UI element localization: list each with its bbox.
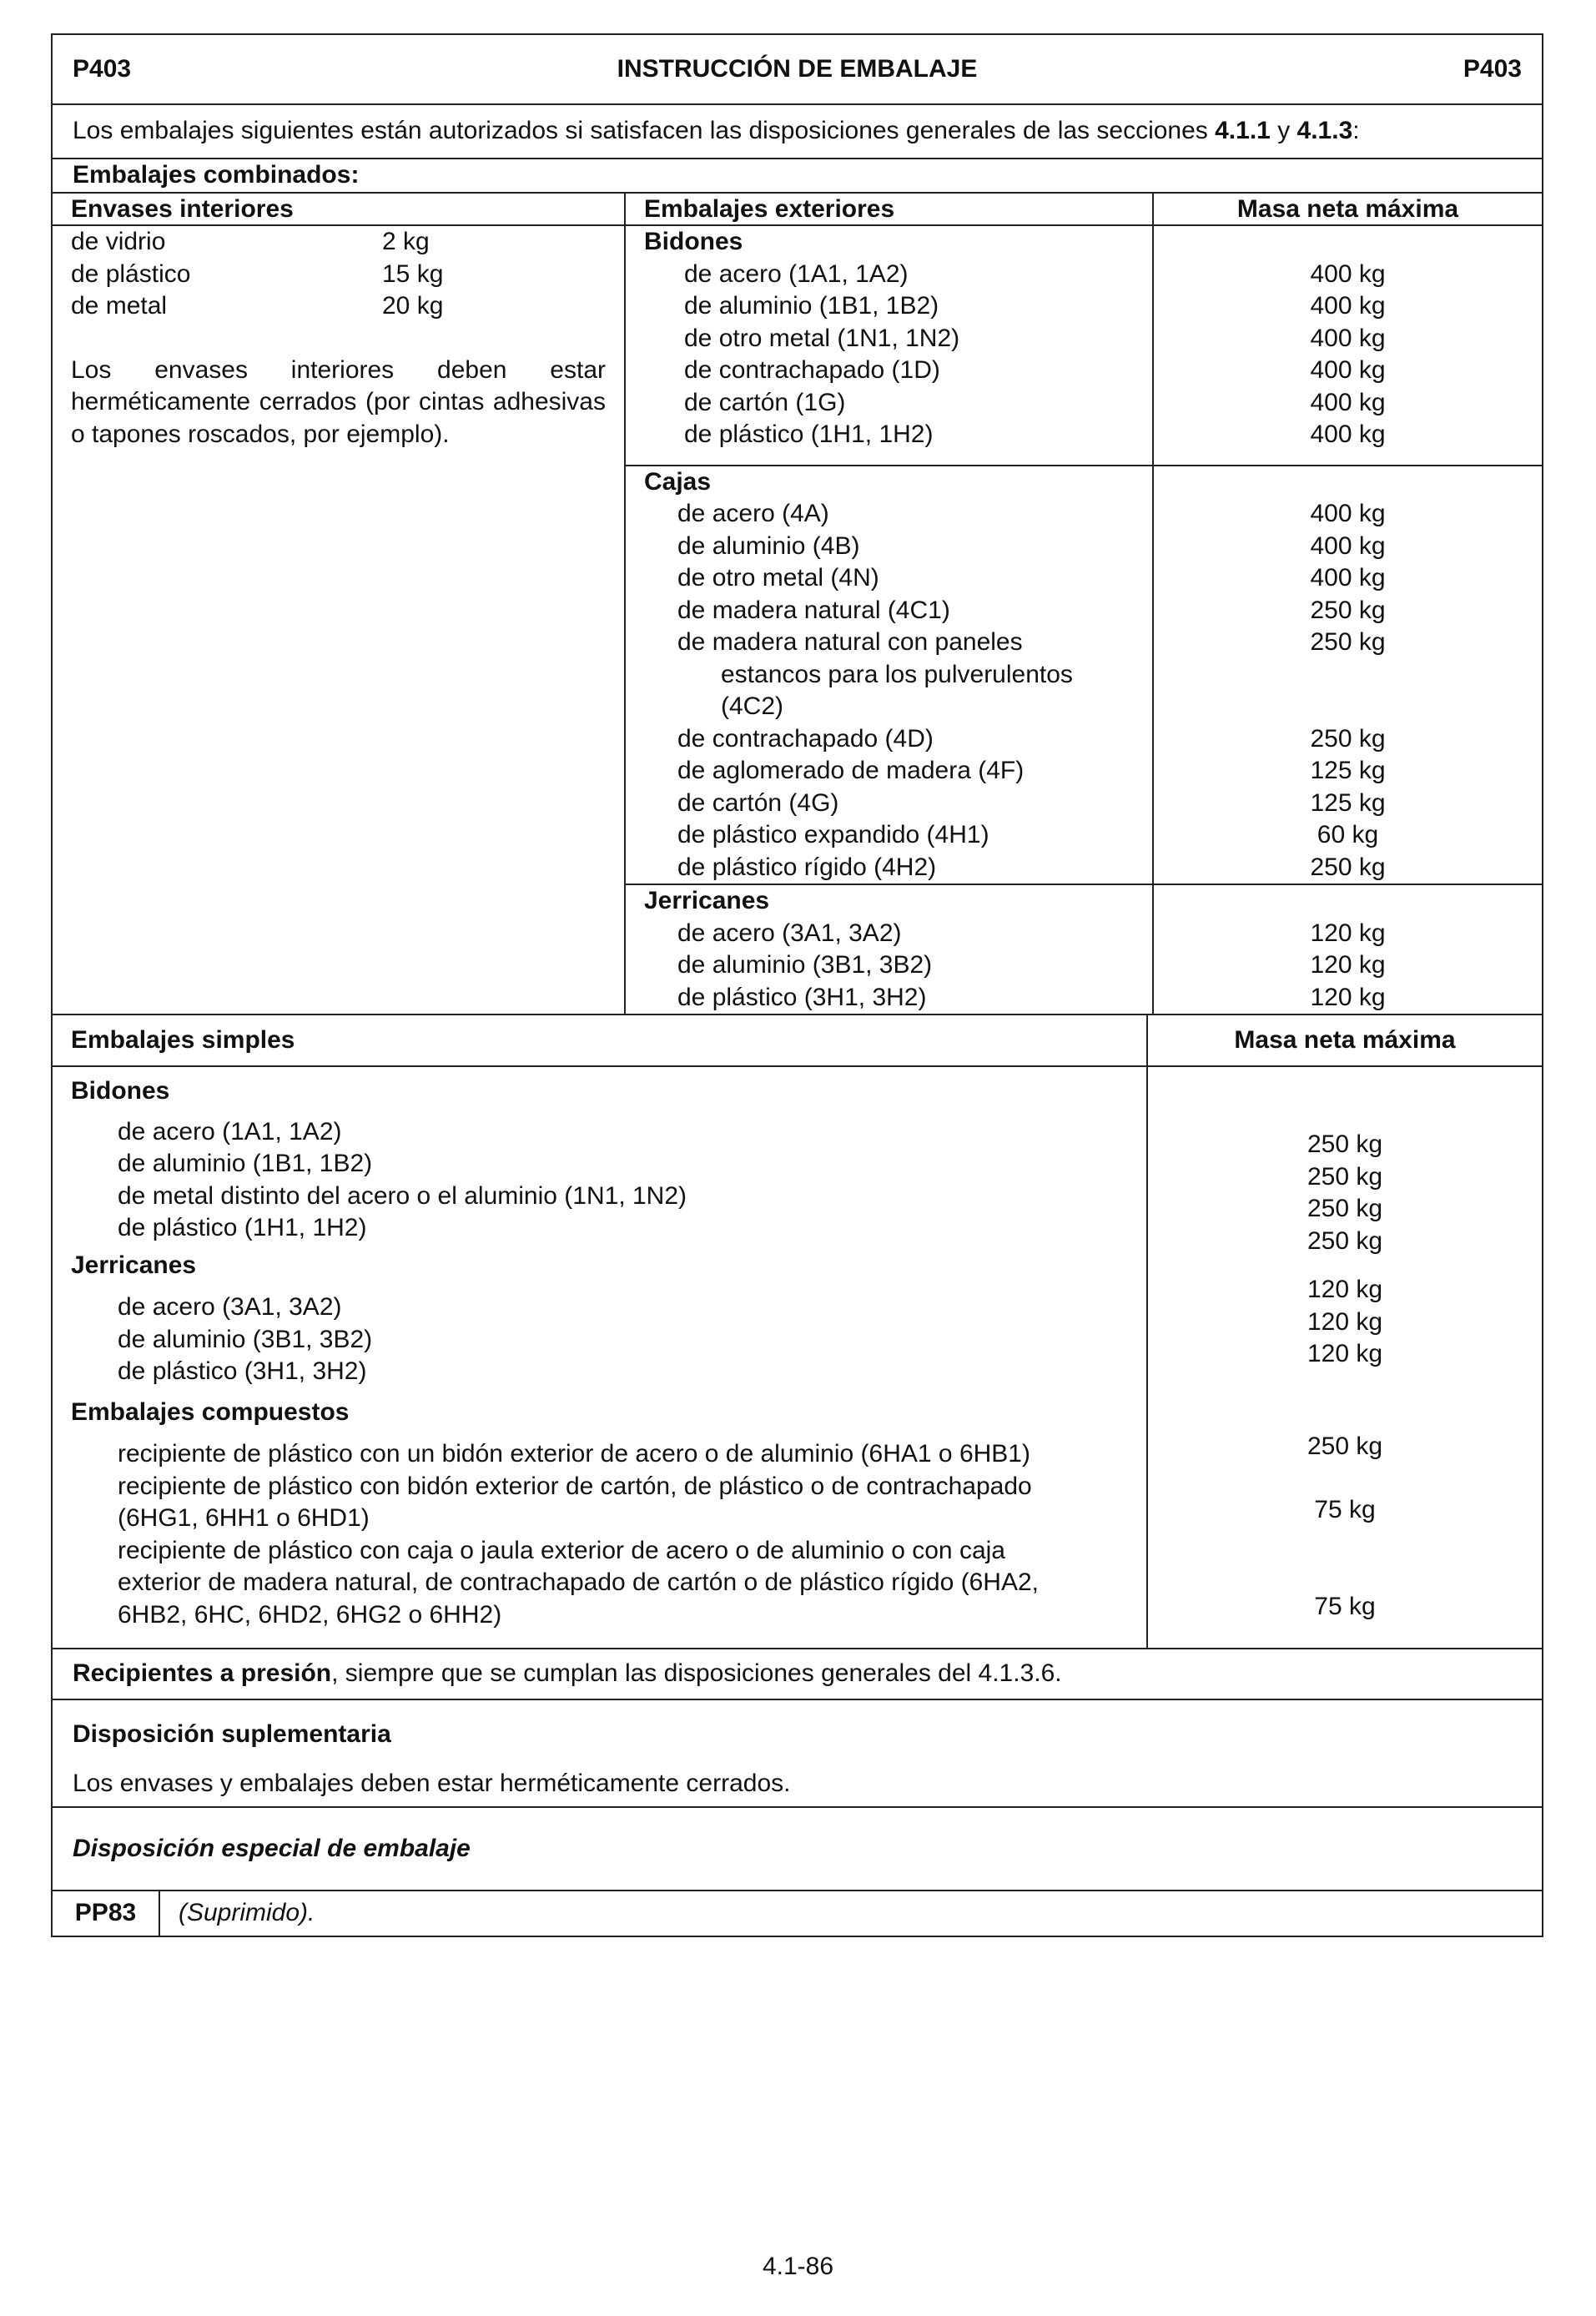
outer-mass: 400 kg bbox=[1310, 500, 1386, 527]
outer-label: de otro metal (1N1, 1N2) bbox=[684, 324, 960, 352]
outer-mass: 120 kg bbox=[1310, 951, 1386, 979]
outer-label: de acero (4A) bbox=[677, 500, 829, 527]
outer-mass: 400 kg bbox=[1310, 531, 1386, 560]
outer-mass: 400 kg bbox=[1310, 564, 1386, 592]
group-title: Cajas bbox=[644, 467, 712, 496]
instruction-code-right: P403 bbox=[1463, 54, 1522, 83]
simple-mass: 250 kg bbox=[1307, 1130, 1383, 1158]
section-ref: 4.1.1 bbox=[1215, 117, 1271, 145]
simple-label: de acero (1A1, 1A2) bbox=[118, 1117, 342, 1145]
simple-label: (6HG1, 6HH1 o 6HD1) bbox=[118, 1504, 370, 1532]
outer-mass: 250 kg bbox=[1310, 596, 1386, 624]
outer-group-boxes bbox=[626, 465, 1542, 884]
combined-column-headers bbox=[53, 194, 1542, 226]
simple-labels bbox=[53, 1067, 1148, 1648]
simple-mass: 250 kg bbox=[1307, 1195, 1383, 1222]
outer-label: de madera natural (4C1) bbox=[677, 596, 950, 624]
instruction-code-left: P403 bbox=[73, 54, 132, 83]
inner-note: Los envases interiores deben estar herméticamente cerrados (por cintas adhesivas o tapones roscados, por ejemplo). bbox=[71, 355, 606, 448]
outer-mass: 125 kg bbox=[1310, 757, 1386, 784]
outer-mass: 120 kg bbox=[1310, 983, 1386, 1011]
inner-packagings bbox=[53, 226, 626, 1014]
special-provision-title: Disposición especial de embalaje bbox=[53, 1808, 1542, 1891]
simple-label: de metal distinto del acero o el aluminio (1N1, 1N2) bbox=[118, 1181, 687, 1210]
simple-mass: 250 kg bbox=[1307, 1162, 1383, 1191]
simple-mass: 75 kg bbox=[1314, 1496, 1376, 1523]
special-provision-code: PP83 bbox=[53, 1891, 160, 1936]
group-title: Bidones bbox=[71, 1077, 170, 1105]
simple-label: de aluminio (1B1, 1B2) bbox=[118, 1150, 373, 1177]
intro-text-part: Los embalajes siguientes están autorizados si satisfacen las disposiciones generales de las secciones bbox=[73, 117, 1216, 145]
outer-mass: 250 kg bbox=[1310, 724, 1386, 753]
outer-label: de aluminio (4B) bbox=[677, 531, 860, 560]
packing-instruction-table bbox=[51, 33, 1543, 1937]
outer-mass: 400 kg bbox=[1310, 259, 1386, 288]
outer-mass: 125 kg bbox=[1310, 788, 1386, 817]
simple-mass: 75 kg bbox=[1314, 1592, 1376, 1620]
simple-mass: 120 kg bbox=[1307, 1340, 1383, 1367]
simple-mass-header: Masa neta máxima bbox=[1234, 1025, 1456, 1054]
outer-label: de plástico rígido (4H2) bbox=[677, 853, 937, 881]
outer-group-masses bbox=[1154, 226, 1542, 451]
outer-label: de aglomerado de madera (4F) bbox=[677, 757, 1025, 784]
section-ref: 4.1.3 bbox=[1296, 117, 1353, 145]
supplementary-text: Los envases y embalajes deben estar herméticamente cerrados. bbox=[73, 1769, 791, 1797]
supplementary-title: Disposición suplementaria bbox=[73, 1720, 391, 1748]
col-outer-header: Embalajes exteriores bbox=[626, 194, 1154, 226]
outer-label: de plástico (3H1, 3H2) bbox=[677, 983, 927, 1011]
outer-group-labels bbox=[626, 226, 1154, 465]
simple-label: recipiente de plástico con un bidón exterior de acero o de aluminio (6HA1 o 6HB1) bbox=[118, 1440, 1030, 1468]
inner-label: de metal bbox=[71, 292, 168, 320]
simple-label: de aluminio (3B1, 3B2) bbox=[118, 1325, 373, 1353]
combined-title: Embalajes combinados: bbox=[53, 159, 1542, 194]
simple-label: de plástico (3H1, 3H2) bbox=[118, 1357, 367, 1385]
pressure-text: , siempre que se cumplan las disposiciones generales del 4.1.3.6. bbox=[331, 1659, 1062, 1688]
simple-mass: 250 kg bbox=[1307, 1226, 1383, 1255]
outer-mass: 120 kg bbox=[1310, 919, 1386, 947]
outer-label: de plástico (1H1, 1H2) bbox=[684, 420, 934, 448]
combined-body bbox=[53, 226, 1542, 1015]
col-inner-header: Envases interiores bbox=[53, 194, 626, 226]
intro-text-part: : bbox=[1352, 117, 1360, 145]
inner-mass: 20 kg bbox=[382, 292, 444, 320]
outer-label-continuation: (4C2) bbox=[721, 692, 784, 720]
simple-label: de plástico (1H1, 1H2) bbox=[118, 1214, 367, 1241]
outer-label: de cartón (1G) bbox=[684, 388, 846, 416]
outer-label-continuation: estancos para los pulverulentos bbox=[721, 660, 1073, 688]
group-title: Embalajes compuestos bbox=[71, 1397, 350, 1426]
outer-group-labels bbox=[626, 466, 1154, 884]
simple-mass: 120 kg bbox=[1307, 1276, 1383, 1303]
list-item bbox=[71, 259, 606, 291]
outer-label: de cartón (4G) bbox=[677, 788, 839, 817]
outer-group-masses bbox=[1154, 466, 1542, 884]
outer-label: de acero (3A1, 3A2) bbox=[677, 919, 902, 947]
simple-label: exterior de madera natural, de contrachapado de cartón o de plástico rígido (6HA2, bbox=[118, 1568, 1039, 1596]
inner-label: de vidrio bbox=[71, 228, 166, 255]
outer-label: de aluminio (1B1, 1B2) bbox=[684, 292, 939, 320]
outer-group-labels bbox=[626, 885, 1154, 1014]
pressure-title: Recipientes a presión bbox=[73, 1659, 332, 1688]
group-title: Jerricanes bbox=[71, 1251, 197, 1279]
simple-label: recipiente de plástico con bidón exterior de cartón, de plástico o de contrachapado bbox=[118, 1472, 1032, 1500]
simple-mass: 250 kg bbox=[1307, 1432, 1383, 1460]
outer-mass: 250 kg bbox=[1310, 853, 1386, 881]
outer-label: de contrachapado (1D) bbox=[684, 356, 940, 384]
inner-mass: 15 kg bbox=[382, 259, 444, 288]
outer-group-jerricans bbox=[626, 884, 1542, 1014]
special-provision-text: (Suprimido). bbox=[179, 1899, 315, 1927]
simple-label: 6HB2, 6HC, 6HD2, 6HG2 o 6HH2) bbox=[118, 1600, 502, 1629]
table-header bbox=[53, 35, 1542, 105]
special-provision-row bbox=[53, 1891, 1542, 1936]
intro-text-part: y bbox=[1270, 117, 1297, 145]
supplementary-provision bbox=[53, 1700, 1542, 1808]
page-title: INSTRUCCIÓN DE EMBALAJE bbox=[617, 54, 978, 83]
simple-mass: 120 kg bbox=[1307, 1307, 1383, 1336]
outer-mass: 400 kg bbox=[1310, 324, 1386, 352]
outer-mass: 400 kg bbox=[1310, 388, 1386, 416]
group-title: Bidones bbox=[644, 228, 743, 255]
inner-label: de plástico bbox=[71, 259, 191, 288]
list-item bbox=[71, 226, 606, 259]
outer-label: de aluminio (3B1, 3B2) bbox=[677, 951, 933, 979]
list-item bbox=[71, 290, 606, 323]
outer-label: de contrachapado (4D) bbox=[677, 724, 934, 753]
outer-group-masses bbox=[1154, 885, 1542, 1014]
simple-masses bbox=[1148, 1067, 1542, 1648]
simple-label: recipiente de plástico con caja o jaula exterior de acero o de aluminio o con caja bbox=[118, 1536, 1005, 1564]
outer-label: de acero (1A1, 1A2) bbox=[684, 259, 909, 288]
packing-instruction-page bbox=[51, 33, 1543, 1937]
intro-text bbox=[53, 105, 1542, 159]
outer-label: de otro metal (4N) bbox=[677, 564, 879, 592]
outer-label: de plástico expandido (4H1) bbox=[677, 821, 989, 848]
simple-body bbox=[53, 1067, 1542, 1649]
outer-group-drums bbox=[626, 226, 1542, 465]
pressure-receptacles bbox=[53, 1649, 1542, 1700]
page-number: 4.1-86 bbox=[762, 2253, 834, 2280]
outer-packagings bbox=[626, 226, 1542, 1014]
outer-label: de madera natural con paneles bbox=[677, 628, 1023, 656]
outer-mass: 60 kg bbox=[1317, 821, 1379, 848]
outer-mass: 250 kg bbox=[1310, 628, 1386, 656]
simple-title: Embalajes simples bbox=[53, 1015, 1148, 1065]
outer-mass: 400 kg bbox=[1310, 420, 1386, 448]
outer-mass: 400 kg bbox=[1310, 292, 1386, 320]
outer-mass: 400 kg bbox=[1310, 356, 1386, 384]
inner-mass: 2 kg bbox=[382, 228, 430, 255]
simple-header bbox=[53, 1015, 1542, 1067]
simple-label: de acero (3A1, 3A2) bbox=[118, 1293, 342, 1321]
col-mass-header: Masa neta máxima bbox=[1236, 195, 1459, 223]
group-title: Jerricanes bbox=[644, 887, 770, 914]
